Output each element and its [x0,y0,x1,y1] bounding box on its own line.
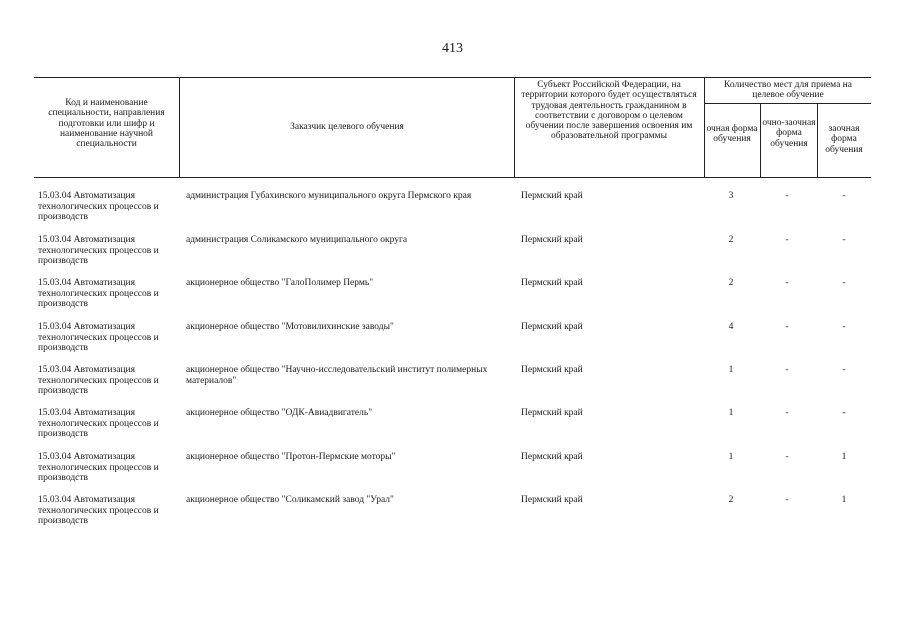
header-code: Код и наименование специальности, направления подготовки или шифр и наименование научной специальности [48,98,165,150]
table-row [0,191,905,235]
cell-customer: акционерное общество "Мотовилихинские заводы" [186,322,394,332]
cell-extramural: - [842,365,846,375]
cell-customer: акционерное общество "ГалоПолимер Пермь" [186,278,374,288]
cell-subject: Пермский край [521,235,583,245]
cell-parttime: - [785,408,789,418]
cell-parttime: - [785,365,789,375]
cell-extramural: 1 [841,452,847,462]
table-row [0,365,905,409]
table-row [0,278,905,322]
cell-customer: акционерное общество "Протон-Пермские моторы" [186,452,396,462]
table-row [0,235,905,279]
cell-customer: акционерное общество "Научно-исследовательский институт полимерных материалов" [186,365,488,386]
page-number: 413 [442,41,463,56]
cell-parttime: - [785,495,789,505]
cell-customer: акционерное общество "ОДК-Авиадвигатель" [186,408,373,418]
column-divider [179,77,180,177]
cell-extramural: 1 [841,495,847,505]
cell-code: 15.03.04 Автоматизация технологических процессов и производств [38,408,159,440]
cell-extramural: - [842,278,846,288]
cell-code: 15.03.04 Автоматизация технологических процессов и производств [38,452,159,484]
cell-fulltime: 4 [728,322,734,332]
column-divider [817,103,818,177]
cell-customer: акционерное общество "Соликамский завод "Урал" [186,495,394,505]
cell-extramural: - [842,408,846,418]
cell-parttime: - [785,235,789,245]
cell-code: 15.03.04 Автоматизация технологических процессов и производств [38,495,159,527]
header-subject: Субъект Российской Федерации, на территории которого будет осуществляться трудовая деятельность гражданином в соответствии с договором о целевом обучении после завершения освоения им образовательной программы [521,80,697,142]
header-parttime: очно-заочная форма обучения [762,118,816,149]
header-customer: Заказчик целевого обучения [290,122,404,132]
cell-subject: Пермский край [521,322,583,332]
table-row [0,322,905,366]
cell-extramural: - [842,235,846,245]
table-row [0,452,905,496]
cell-fulltime: 2 [728,495,734,505]
cell-subject: Пермский край [521,452,583,462]
cell-subject: Пермский край [521,365,583,375]
table-row [0,408,905,452]
cell-customer: администрация Губахинского муниципального округа Пермского края [186,191,472,201]
cell-extramural: - [842,322,846,332]
cell-fulltime: 3 [728,191,734,201]
cell-code: 15.03.04 Автоматизация технологических процессов и производств [38,235,159,267]
column-divider [760,103,761,177]
cell-code: 15.03.04 Автоматизация технологических процессов и производств [38,365,159,397]
cell-parttime: - [785,191,789,201]
cell-code: 15.03.04 Автоматизация технологических процессов и производств [38,278,159,310]
column-divider [704,77,705,177]
cell-fulltime: 1 [728,408,734,418]
cell-parttime: - [785,322,789,332]
cell-code: 15.03.04 Автоматизация технологических процессов и производств [38,191,159,223]
cell-fulltime: 2 [728,278,734,288]
header-bottom-border [34,177,871,178]
cell-customer: администрация Соликамского муниципального округа [186,235,408,245]
cell-subject: Пермский край [521,408,583,418]
header-fulltime: очная форма обучения [706,124,758,145]
table-row [0,495,905,539]
cell-parttime: - [785,452,789,462]
cell-fulltime: 1 [728,452,734,462]
table-top-border [34,77,871,78]
cell-fulltime: 1 [728,365,734,375]
places-subheader-divider [704,103,871,104]
cell-fulltime: 2 [728,235,734,245]
cell-parttime: - [785,278,789,288]
cell-code: 15.03.04 Автоматизация технологических процессов и производств [38,322,159,354]
cell-extramural: - [842,191,846,201]
header-places: Количество мест для приема на целевое обучение [724,80,852,101]
header-extramural: заочная форма обучения [825,124,863,155]
cell-subject: Пермский край [521,191,583,201]
column-divider [514,77,515,177]
cell-subject: Пермский край [521,495,583,505]
cell-subject: Пермский край [521,278,583,288]
